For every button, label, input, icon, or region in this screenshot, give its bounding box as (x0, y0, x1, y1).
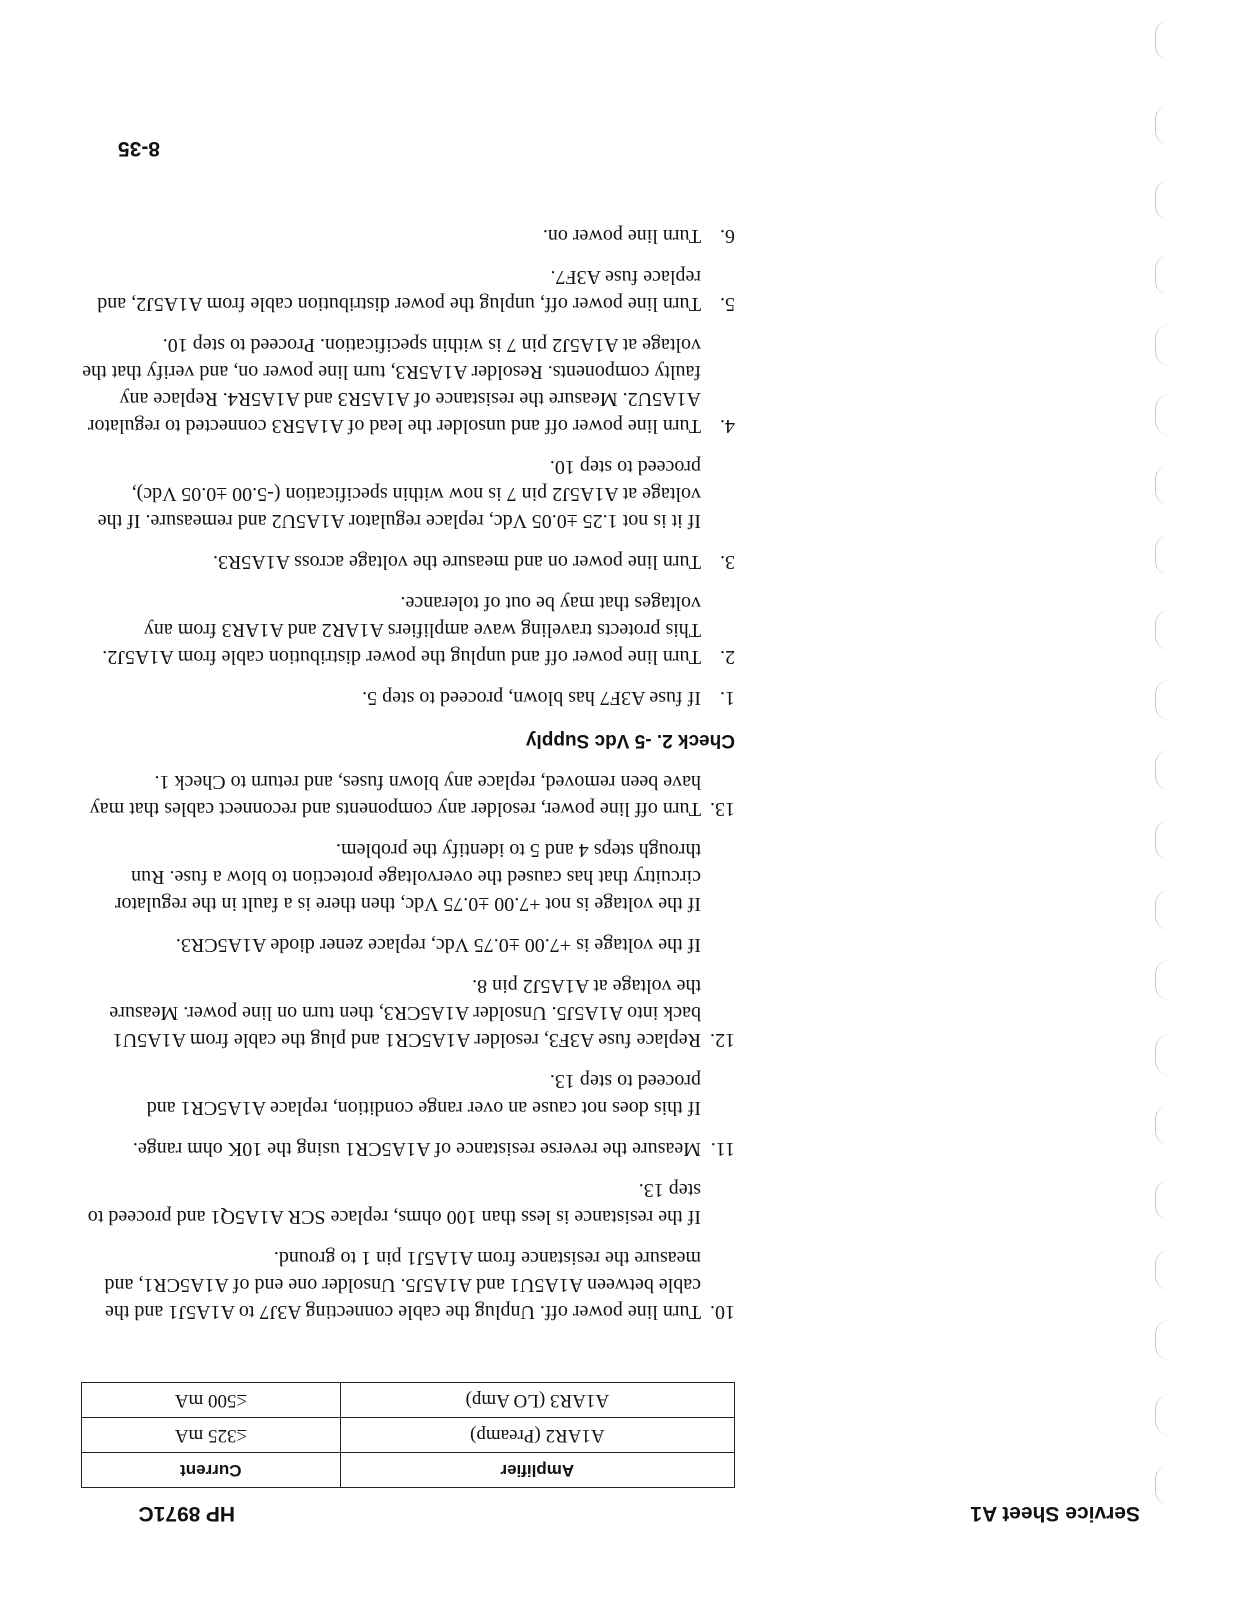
table-cell: ≤325 mA (82, 1418, 341, 1453)
step-number: 13. (710, 798, 735, 820)
list-item (80, 263, 735, 317)
list-item (80, 684, 735, 711)
step-text: If the voltage is +7.00 ±0.75 Vdc, replace zener diode A1A5CR3. (175, 934, 701, 956)
page-number: 8-35 (117, 137, 160, 160)
step-number: 11. (710, 1138, 735, 1160)
step-text: Turn off line power, resolder any components and reconnect cables that may have been removed, replace any blown fuses, and return to Check 1. (89, 771, 701, 820)
amplifier-current-table (81, 1382, 735, 1488)
step-text: Measure the reverse resistance of A1A5CR1 using the 10K ohm range. (132, 1138, 701, 1160)
step-number: 6. (720, 225, 735, 247)
procedure-content (80, 208, 735, 1325)
list-item (80, 1176, 735, 1325)
step-text: Turn line power off and unplug the power distribution cable from A1A5J2. This protects traveling wave amplifiers A1AR2 and A1AR3 from any voltages that may be out of tolerance. (102, 592, 701, 668)
step-text: If this does not cause an over range condition, replace A1A5CR1 and proceed to step 13. (146, 1070, 701, 1119)
table-cell: A1AR3 (LO Amp) (340, 1383, 734, 1418)
step-text: If the voltage is not +7.00 ±0.75 Vdc, then there is a fault in the regulator circuitry that has caused the overvoltage protection to blow a fuse. Run through steps 4 and 5 to identify the problem. (114, 839, 701, 915)
step-number: 3. (720, 551, 735, 573)
list-item (80, 589, 735, 670)
table-header-row (82, 1453, 735, 1488)
step-text: Turn line power off, unplug the power distribution cable from A1A5J2, and replace fuse A3F7. (97, 266, 701, 315)
table-cell: ≤500 mA (82, 1383, 341, 1418)
step-text: Turn line power off. Unplug the cable connecting A3J7 to A1A5J1 and the cable between A1A5U1 and A1A5J5. Unsolder one end of A1A5CR1, and measure the resistance from A1A5J1 pin 1 to ground. (104, 1247, 701, 1323)
model-number-header: HP 8971C (138, 1502, 235, 1525)
list-item (80, 222, 735, 249)
table-row (82, 1418, 735, 1453)
step-number: 4. (720, 415, 735, 437)
step-text: Turn line power off and unsolder the lead of A1A5R3 connected to regulator A1A5U2. Measure the resistance of A1A5R3 and A1A5R4. Replace any faulty components. Resolder A1A5R3, turn line power on, and verify that the voltage at A1A5J2 pin 7 is within specification. Proceed to step 10. (82, 334, 701, 437)
step-text: Turn line power on and measure the voltage across A1A5R3. (212, 551, 701, 573)
list-item (80, 331, 735, 439)
step-number: 2. (720, 646, 735, 668)
step-text: If the resistance is less than 100 ohms, replace SCR A1A5Q1 and proceed to step 13. (87, 1179, 701, 1228)
section-heading-check-2: Check 2. -5 Vdc Supply (525, 730, 735, 751)
column-header-current: Current (82, 1453, 341, 1488)
step-number: 5. (720, 293, 735, 315)
service-sheet-header: Service Sheet A1 (970, 1502, 1140, 1525)
step-text: If fuse A3F7 has blown, proceed to step 5. (362, 687, 701, 709)
step-number: 1. (720, 687, 735, 709)
step-number: 12. (710, 1029, 735, 1051)
list-item (80, 836, 735, 1053)
step-text: Replace fuse A3F3, resolder A1A5CR1 and plug the cable from A1A5U1 back into A1A5J5. Unsolder A1A5CR3, then turn on line power. Measure the voltage at A1A5J2 pin 8. (109, 975, 701, 1051)
step-text: If it is not 1.25 ±0.05 Vdc, replace regulator A1A5U2 and remeasure. If the voltage at A1A5J2 pin 7 is now within specification (-5.00 ±0.05 Vdc), proceed to step 10. (97, 456, 701, 532)
table-row (82, 1383, 735, 1418)
column-header-amplifier: Amplifier (340, 1453, 734, 1488)
step-number: 10. (710, 1301, 735, 1323)
list-item (80, 768, 735, 822)
table-cell: A1AR2 (Preamp) (340, 1418, 734, 1453)
step-text: Turn line power on. (542, 225, 701, 247)
list-item (80, 453, 735, 575)
list-item (80, 1067, 735, 1162)
